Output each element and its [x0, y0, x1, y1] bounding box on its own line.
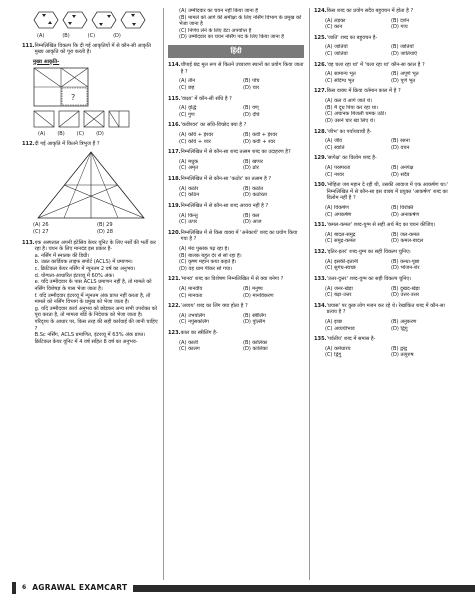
options-128 — [325, 138, 454, 151]
options-116 — [179, 132, 304, 145]
triangle-figure — [36, 150, 146, 220]
option: (A) काली — [179, 339, 199, 346]
question-118: 118. निम्नलिखित में से कौन-सा 'कठोर' का तत्सम है ? — [168, 176, 272, 183]
question-121: 121. 'मानव' शब्द का विशेषण निम्नलिखित में से क्या बनेगा ? — [168, 276, 284, 283]
section-heading-hindi: हिंदी — [168, 45, 304, 58]
option: (B) कल — [243, 212, 260, 219]
option: (C) अमृत — [179, 165, 198, 172]
option: (C) कालग — [179, 346, 200, 353]
option: (A) इसकी-इतानी — [325, 258, 358, 265]
option: (C) समुद्र-कमल — [325, 238, 356, 245]
option: (B) मामले को आगे की समीक्षा के लिए नर्सिंग विभाग के प्रमुख को भेजा जाना है — [179, 14, 302, 28]
option: (D) उसने चार खा लिए थे। — [325, 117, 375, 124]
option: (A) कवि + ईश्वर — [179, 132, 214, 139]
option: (C) जातियां — [325, 51, 348, 58]
options-135 — [325, 346, 454, 359]
question-123: 123. काल का स्त्रीलिंग है- — [168, 330, 218, 337]
hexagon-figure — [33, 10, 59, 30]
option: (D) कमल-बादल — [391, 238, 424, 245]
option: (B) द्वन्द्व — [391, 345, 408, 352]
option: (B) 29 — [97, 222, 113, 229]
option: (C) छह — [179, 84, 195, 91]
option: (D) चार — [243, 84, 260, 91]
option: (B) विरक्ति — [391, 205, 414, 212]
option: (D) अनाकर्षण — [391, 211, 420, 218]
question-111: 111. निम्नलिखित विकल्प कि दी गई आकृतियों में से कौन-सी आकृति मुख्य आकृति को पूरा करती है। — [22, 42, 151, 56]
question-126: 126. 'वह चला रहा था' में 'चला रहा था' कौन-सा काल है ? — [314, 61, 425, 68]
options-127 — [325, 98, 454, 124]
option: (B) पाँच — [243, 78, 260, 85]
hindi-questions-b — [314, 8, 454, 359]
option: (A) कठोर — [179, 185, 199, 192]
option: (C) निर्णय लेने के लिए डेटा अपर्याप्त है — [179, 27, 252, 34]
question-129: 129. 'सापेक्ष' का विलोम शब्द है- — [314, 155, 377, 162]
column-middle — [168, 8, 304, 357]
option: (A) जीव — [325, 138, 343, 145]
option: (A) किन्तु — [179, 212, 198, 219]
option: (D) 28 — [97, 229, 113, 236]
option: (D) कवी + श्वर — [243, 138, 276, 145]
option: (A) लड़का — [325, 17, 346, 24]
option-figure — [108, 110, 130, 128]
option: (C) सुगंध-स्वच्छ — [325, 265, 356, 272]
options-130 — [325, 205, 454, 218]
svg-text:?: ? — [71, 93, 76, 103]
question-135: 135. 'पर्वतीय' शब्द में समास है- — [314, 336, 376, 343]
brand-name: AGRAWAL EXAMCART — [32, 583, 128, 593]
column-right — [314, 8, 454, 363]
option: (D) उत्तर-उत्तर — [391, 292, 420, 299]
page-number: 6 — [22, 584, 27, 592]
options-125 — [325, 44, 454, 57]
options-122 — [179, 313, 304, 326]
option: (A) मधुक — [179, 158, 199, 165]
hexagon-figure — [120, 10, 146, 30]
option: (A) मेरा पुस्तक पढ़ रहा है। — [179, 245, 230, 252]
option: (C) अव्ययीभाव — [325, 325, 355, 332]
option: (A) सामान्य भूत — [325, 71, 356, 78]
question-120: 120. निम्नलिखित में से किस वाक्य में 'अनेकार्थ' शब्द का प्रयोग किया गया है ? — [168, 229, 298, 243]
option: (C) संदिग्ध भूत — [325, 77, 355, 84]
option: (D) द्विगु — [391, 325, 408, 332]
option: (A) तीन — [179, 78, 196, 85]
option: (C) द्विगु — [325, 352, 342, 359]
option: (C) कृष्ण महान कथा कहते हैं। — [179, 259, 237, 266]
question-133: 133. 'उत्तर-दुत्तर' शब्द-युग्म का सही विकल्प चुनिए। — [314, 275, 412, 282]
question-119: 119. निम्नलिखित में से कौन-सा शब्द अव्यय नहीं है ? — [168, 202, 269, 209]
option: (B) खप्पर — [243, 158, 263, 165]
option: (C) गुण — [179, 111, 195, 118]
options-132 — [325, 259, 454, 272]
hexagon-figure — [62, 10, 88, 30]
option: (C) कठिन — [179, 192, 200, 199]
question-113-text: एक अस्पताल अपनी इंटेसिव केयर यूनिट के लिए नर्सों की भर्ती कर रहा है। चयन के लिए मानदंड इस प्रकार है- a. नर्सिंग में स्नातक की डिग्री। b. उन्नत कार्डियक लाइफ सपोर्ट (ACLS) में प्रमाणन। c. क्रिटिकल केयर नर्सिंग में न्यूनतम 2 वर्ष का अनुभव। d. योग्यता-आधारित इंटरव्यू में 60% अंक। e. यदि उम्मीदवार के पास ACLS प्रमाणन नहीं है, तो मामले को नर्सिंग विशेषज्ञ के पास भेजा जाता है। f. यदि उम्मीदवार इंटरव्यू में न्यूनतम अंक प्राप्त नहीं करता है, तो मामले को नर्सिंग विभाग के प्रमुख को भेजा जाता है। g. यदि उम्मीदवार कार्य अनुभव को छोड़कर अन्य सभी उपरोक्त को पूरा करता है, तो मामला बोर्ड के निदेशक को भेजा जाता है। परिदृश्य के आधार पर, किस तरह की सही कार्रवाई की जानी चाहिए ? B.Sc नर्सिंग, ACLS प्रमाणित, इंटरव्यू में 63% अंक प्राप्त। क्रिटिकल केयर यूनिट में 4 वर्ष सहित 8 वर्ष का अनुभव- — [34, 239, 158, 345]
option-figure — [83, 110, 105, 128]
option-figure — [33, 110, 55, 128]
question-115: 115. 'वाक्ष्य' में कौन-सी संधि है ? — [168, 95, 232, 102]
option: (C) बढ़ा-उत्तर — [325, 292, 352, 299]
question-125: 125. 'जाति' शब्द का बहुवचन है- — [314, 34, 378, 41]
option: (D) जातियाएँ — [391, 51, 417, 58]
options-118 — [179, 186, 304, 199]
option: (D) ढोर — [243, 165, 259, 172]
option: (A) कर्मधारय — [325, 345, 351, 352]
option: (D) भोजन-शेर — [391, 265, 420, 272]
option: (B) मैं दूध पिया कर रहा था। — [325, 104, 379, 111]
option: (B) अनुकरण — [391, 318, 417, 325]
options-124 — [325, 18, 454, 31]
option: (C) कान — [325, 24, 343, 31]
page-footer — [22, 582, 475, 594]
figure-option-letters: (A) (B) (C) (D) — [37, 33, 121, 39]
option: (B) यण् — [243, 105, 259, 112]
option: (D) दीर्घ — [243, 111, 260, 118]
option: (B) अनपेक्ष — [391, 164, 414, 171]
option: (A) उम्मीदवार का चयन नहीं किया जाना है — [179, 8, 258, 14]
option: (A) जनर-खेड़ा — [325, 285, 353, 292]
options-134 — [325, 319, 454, 332]
option: (D) मानविकरण — [243, 292, 274, 299]
footer-rule — [133, 585, 475, 592]
question-128: 128. 'जीभ' का पर्यायवाची है- — [314, 128, 372, 135]
option: (A) बादल-समुद्र — [325, 231, 356, 238]
option: (D) वचन — [391, 144, 410, 151]
option: (B) कालिका — [243, 339, 268, 346]
option: (D) वह धाम पीकर सो गया। — [179, 265, 233, 272]
option: (B) रसना — [391, 138, 410, 145]
question-114: 114. चौपाई छंद्र मूल रूप से कितने उच्चारण स्थानों का प्रयोग किया जाता है ? — [168, 62, 304, 75]
option: (C) स्वाति — [325, 144, 345, 151]
option: (D) कठोरता — [243, 192, 268, 199]
option: (A) वृद्धि — [179, 105, 197, 112]
options-123 — [179, 340, 304, 353]
option: (C) ऊपर — [179, 219, 198, 226]
options-133 — [325, 286, 454, 299]
options-figures-q111 — [33, 110, 158, 128]
option: (B) जल-कमल — [391, 231, 420, 238]
main-figure-label: मुख्य आकृति- — [33, 58, 60, 65]
option: (B) कवी + ईश्वर — [243, 132, 278, 139]
question-113: 113. एक अस्पताल अपनी इंटेसिव केयर यूनिट के लिए नर्सों की भर्ती कर रहा है। चयन के लिए मानदंड इस प्रकार है- a. नर्सिंग में स्नातक की डिग्री। b. उन्नत कार्डियक लाइफ सपोर्ट (ACLS) में प्रमाणन। c. क्रिटिकल केयर नर्सिंग में न्यूनतम 2 वर्ष का अनुभव। d. योग्यता-आधारित इंटरव्यू में 60% अंक। e. यदि उम्मीदवार के पास ACLS प्रमाणन नहीं है, तो मामले को नर्सिंग विशेषज्ञ के पास भेजा जाता है। f. यदि उम्मीदवार इंटरव्यू में न्यूनतम अंक प्राप्त नहीं करता है, तो मामले को नर्सिंग विभाग के प्रमुख को भेजा जाता है। g. यदि उम्मीदवार कार्य अनुभव को छोड़कर अन्य सभी उपरोक्त को पूरा करता है, तो मामला बोर्ड के निदेशक को भेजा जाता है। परिदृश्य के आधार पर, किस तरह की सही कार्रवाई की जानी चाहिए ? B.Sc नर्सिंग, ACLS प्रमाणित, इंटरव्यू में 63% अंक प्राप्त। क्रिटिकल केयर यूनिट में 4 वर्ष सहित 8 वर्ष का अनुभव- — [22, 239, 158, 345]
option: (C) 27 — [33, 229, 49, 236]
option: (B) कन्धा-पूछा — [391, 258, 420, 265]
option: (D) तत्पुरुष — [391, 352, 414, 359]
option: (A) इच्छ — [325, 318, 343, 325]
option: (C) नश्वर — [325, 171, 345, 178]
question-117: 117. निम्नलिखित में से कौन-सा शब्द तत्सम शब्द का उदाहरण है? — [168, 149, 291, 156]
question-130: 130. 'मोहिता जब महान दे रही थी, उसकी आवाज में एक आकर्षण था।' निम्नलिखित में से कौन-सा इस वाक्य में प्रयुक्त 'आकर्षण' शब्द का विलोम नहीं है ? — [314, 182, 449, 202]
option: (B) दर्शन — [391, 17, 410, 24]
option: (B) स्त्रीलिंग — [243, 312, 266, 319]
option: (A) मानवीय — [179, 285, 203, 292]
options-117 — [179, 159, 304, 172]
question-116: 116. 'कवीश्वर' का सधि-विच्छेद क्या है ? — [168, 122, 247, 129]
question-112: 112. दी गई आकृति में कितने त्रिभुज हैं ? — [22, 140, 100, 147]
option: (D) गाय — [391, 24, 408, 31]
column-left — [22, 8, 158, 348]
option: (D) कालिका — [243, 346, 268, 353]
figure-option-letters: (A) (B) (C) (D) — [38, 131, 104, 138]
option: (D) उम्मीदवार का चयन नर्सिंग पद के लिए किया जाना है — [179, 34, 284, 41]
option: (A) जातियों — [325, 44, 348, 51]
question-127: 127. किस वाक्य में क्रिया वर्तमान काल में है ? — [314, 88, 401, 95]
answer-figures-q110 — [33, 10, 158, 30]
main-figure — [33, 67, 89, 107]
question-132: 132. 'इतिर-इतर' शब्द-युग्म का सही विकल्प चुनिए। — [314, 249, 411, 256]
question-131: 131. 'कमल-कमल' शब्द-युग्म से सही अर्थ मेद का चयन कीजिए। — [314, 222, 436, 229]
option: (A) उभयलिंग — [179, 312, 206, 319]
option: (D) आज — [243, 219, 262, 226]
hindi-questions-a — [168, 62, 304, 353]
option: (B) अपूर्ण भूत — [391, 71, 419, 78]
option: (B) बालक बहुत देर से सो रहा है। — [179, 252, 242, 259]
footer-left-bar — [12, 582, 16, 594]
options-115 — [179, 105, 304, 118]
options-114 — [179, 78, 304, 91]
option: (B) मनुष्य — [243, 285, 263, 292]
options-q112 — [33, 222, 158, 235]
question-122: 122. 'अव्यय' शब्द का लिंग क्या होता है ? — [168, 303, 248, 310]
option: (D) पुल्लिंग — [243, 319, 266, 326]
option-figure — [58, 110, 80, 128]
option: (C) अपकर्षण — [325, 211, 352, 218]
options-126 — [325, 71, 454, 84]
column-divider — [163, 8, 164, 580]
option: (B) जातियाँ — [391, 44, 414, 51]
hexagon-figure — [91, 10, 117, 30]
options-120 — [179, 246, 304, 272]
options-q113 — [179, 8, 304, 41]
option: (B) कठोत — [243, 185, 264, 192]
option: (D) सदैव — [391, 171, 410, 178]
options-131 — [325, 232, 454, 245]
option: (C) मानवता — [179, 292, 203, 299]
option: (A) परस्परता — [325, 164, 351, 171]
option: (C) अचानक बिजली चमक उठी। — [325, 111, 387, 118]
option: (C) नपुंसकलिंग — [179, 319, 209, 326]
option: (A) विकर्षण — [325, 205, 349, 212]
question-134: 134. 'प्रयास' पर कुछ लोग मजन कर रहे थे। रेखांकित शब्द में कौन-सा प्रत्यय है ? — [314, 302, 445, 316]
option: (A) कल वे आगे जाते थे। — [325, 98, 373, 105]
option: (B) दुखद-खेड़ा — [391, 285, 420, 292]
question-124: 124. किस शब्द का प्रयोग सदैव बहुवचन में होता है ? — [314, 8, 414, 14]
options-129 — [325, 165, 454, 178]
options-121 — [179, 286, 304, 299]
option: (C) कवि + श्वर — [179, 138, 211, 145]
option: (D) पूर्ण भूत — [391, 77, 416, 84]
column-divider — [309, 8, 310, 580]
options-119 — [179, 213, 304, 226]
option: (A) 26 — [33, 222, 49, 229]
